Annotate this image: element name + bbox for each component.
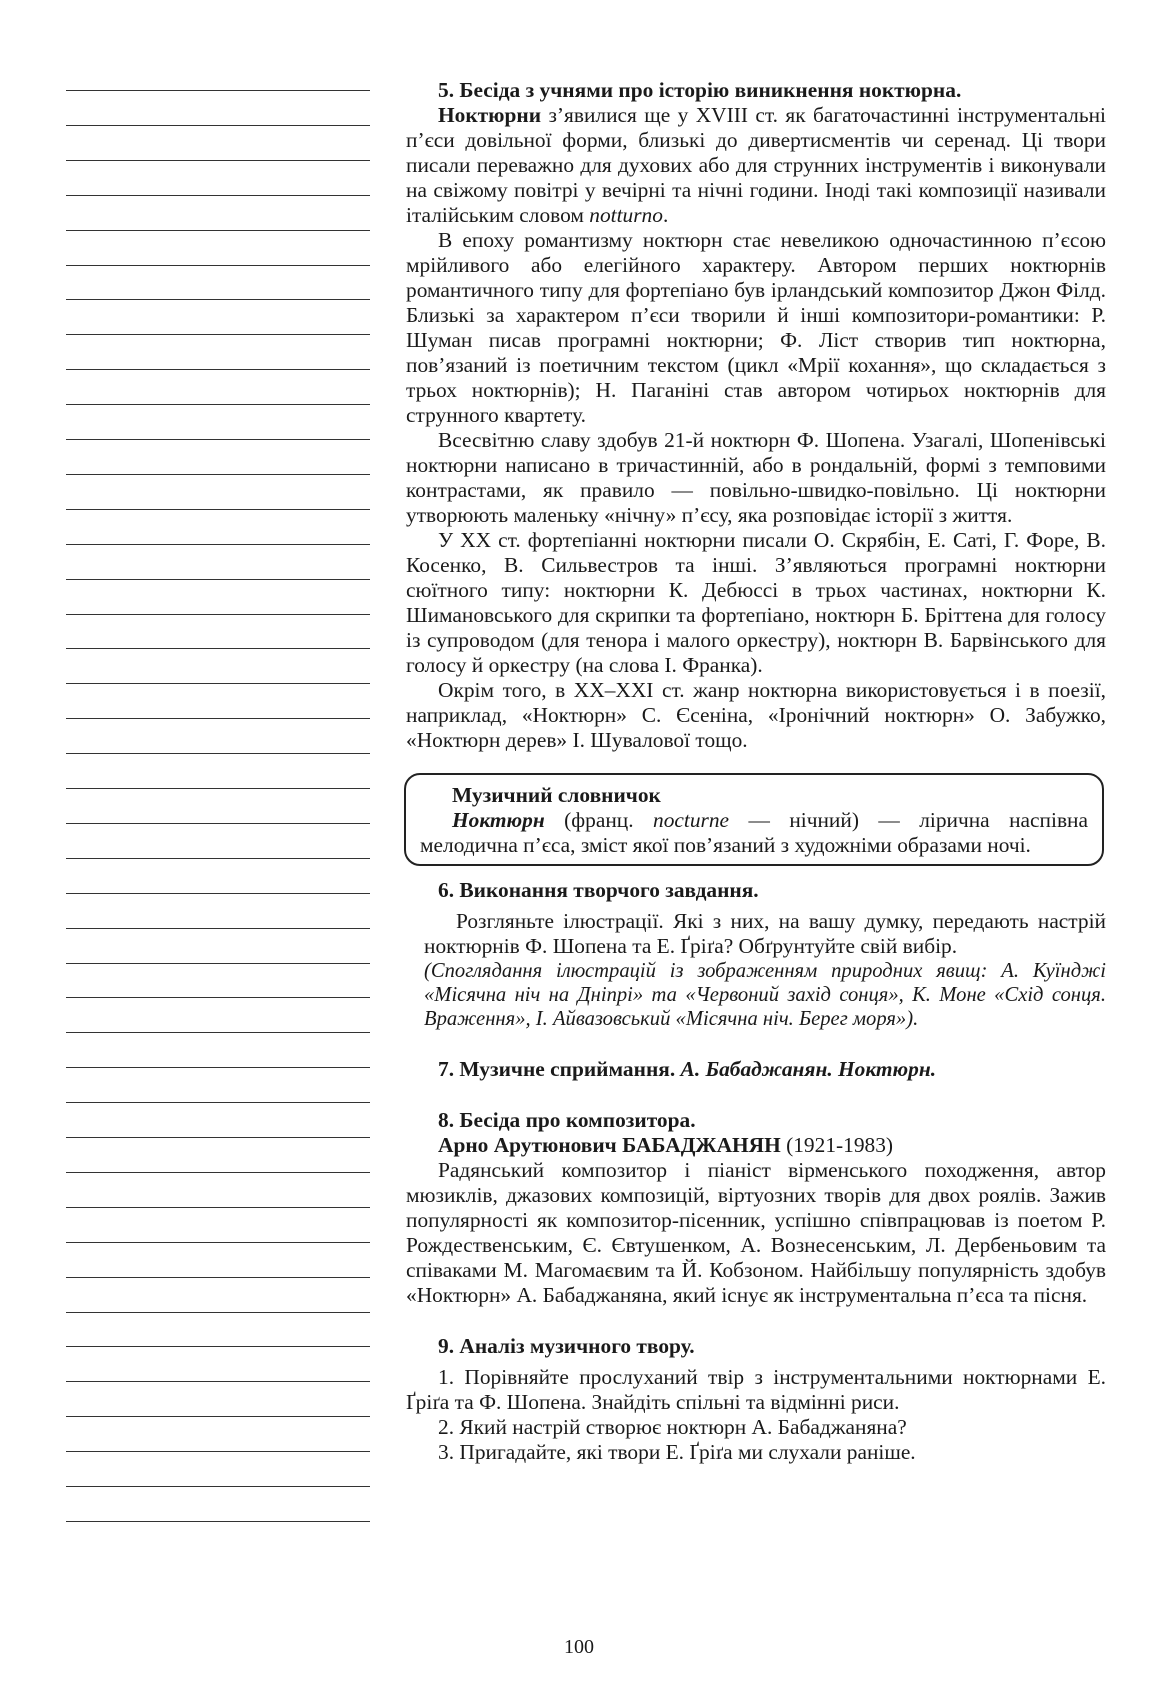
note-line [66, 1416, 370, 1417]
section-6-task [406, 909, 1106, 1031]
note-line [66, 439, 370, 440]
vocabulary-term: Ноктюрн [452, 808, 545, 832]
note-line [66, 788, 370, 789]
note-line [66, 718, 370, 719]
note-line [66, 1067, 370, 1068]
vocabulary-title: Музичний словничок [452, 783, 661, 807]
note-line [66, 334, 370, 335]
note-line [66, 1242, 370, 1243]
p1-text-a: з’явилися ще у XVIII ст. як багаточастинні інструментальні п’єси довільної форми, близькі до дивертисментів чи серенад. Ці твори писали переважно для духових або для струнних інструментів і виконували на свіжому повітрі у вечірні та нічні години. Іноді такі композиції називали італійським словом [406, 103, 1106, 227]
vocabulary-definition [420, 808, 1088, 858]
note-line [66, 1381, 370, 1382]
section-6-heading: 6. Виконання творчого завдання. [438, 878, 759, 902]
note-line [66, 614, 370, 615]
note-line [66, 928, 370, 929]
composer-name: Арно Арутюнович БАБАДЖАНЯН [438, 1133, 781, 1157]
note-line [66, 474, 370, 475]
term-notturno: notturno [589, 203, 663, 227]
main-content [406, 78, 1106, 1465]
note-line [66, 299, 370, 300]
note-line [66, 1346, 370, 1347]
note-line [66, 230, 370, 231]
section-5-heading: 5. Бесіда з учнями про історію виникнення ноктюрна. [438, 78, 962, 102]
section-5-paragraph-5: Окрім того, в XX–XXI ст. жанр ноктюрна використовується і в поезії, наприклад, «Ноктюрн» С. Єсеніна, «Іронічний ноктюрн» О. Забужко, «Ноктюрн дерев» І. Шувалової тощо. [406, 678, 1106, 752]
composer-line [406, 1133, 1106, 1158]
section-9-heading: 9. Аналіз музичного твору. [438, 1334, 695, 1358]
note-line [66, 1451, 370, 1452]
section-7-work: А. Бабаджанян. Ноктюрн. [680, 1057, 937, 1081]
note-line [66, 1137, 370, 1138]
note-line [66, 160, 370, 161]
note-line [66, 858, 370, 859]
page-number: 100 [564, 1636, 594, 1658]
note-line [66, 404, 370, 405]
note-line [66, 90, 370, 91]
question-2: 2. Який настрій створює ноктюрн А. Бабаджаняна? [438, 1415, 907, 1439]
p1-text-b: . [662, 203, 669, 227]
section-5-paragraph-1 [406, 103, 1106, 228]
note-line [66, 369, 370, 370]
note-line [66, 1312, 370, 1313]
note-line [66, 509, 370, 510]
note-line [66, 648, 370, 649]
note-line [66, 195, 370, 196]
vocabulary-box [404, 773, 1104, 866]
note-line [66, 1277, 370, 1278]
section-5-paragraph-4: У XX ст. фортепіанні ноктюрни писали О. Скрябін, Е. Саті, Г. Форе, В. Косенко, В. Сильвестров та інші. З’являються програмні ноктюрни сюїтного типу: ноктюрни К. Дебюссі в трьох частинах, ноктюрни К. Шимановського для скрипки та фортепіано, ноктюрн Б. Бріттена для голосу із супроводом (для тенора і малого оркестру), ноктюрн В. Барвінського для голосу й оркестру (на слова І. Франка). [406, 528, 1106, 677]
vocabulary-text-b: — нічний) — лірична наспівна мелодична п’єса, зміст якої пов’язаний з художніми образами ночі. [420, 808, 1088, 857]
note-line [66, 1486, 370, 1487]
section-8-heading: 8. Бесіда про композитора. [438, 1108, 696, 1132]
question-1: 1. Порівняйте прослуханий твір з інструментальними ноктюрнами Е. Ґріґа та Ф. Шопена. Знайдіть спільні та відмінні риси. [406, 1365, 1106, 1414]
section-5-paragraph-2: В епоху романтизму ноктюрн стає невеликою одночастинною п’єсою мрійливого або елегійного характеру. Автором перших ноктюрнів романтичного типу для фортепіано був ірландський композитор Джон Філд. Близькі за характером п’єси творили й інші композитори-романтики: Р. Шуман писав програмні ноктюрни; Ф. Ліст створив тип ноктюрна, пов’язаний із поетичним текстом (цикл «Мрії кохання», що складається з трьох ноктюрнів); Н. Паганіні став автором чотирьох ноктюрнів для струнного квартету. [406, 228, 1106, 427]
question-3: 3. Пригадайте, які твори Е. Ґріґа ми слухали раніше. [438, 1440, 916, 1464]
note-line [66, 823, 370, 824]
section-8-paragraph-1: Радянський композитор і піаніст вірменського походження, автор мюзиклів, джазових композицій, віртуозних творів для двох роялів. Зажив популярності як композитор-пісенник, успішно співпрацював із поетом Р. Рождественським, Є. Євтушенком, А. Вознесенським, Л. Дербеньовим та співаками М. Магомаєвим та Й. Кобзоном. Найбільшу популярність здобув «Ноктюрн» А. Бабаджаняна, який існує як інструментальна п’єса та пісня. [406, 1158, 1106, 1307]
section-6-paragraph-1: Розгляньте ілюстрації. Які з них, на вашу думку, передають настрій ноктюрнів Ф. Шопена та Е. Ґріґа? Обґрунтуйте свій вибір. [424, 909, 1106, 958]
note-line [66, 997, 370, 998]
section-7-heading-text: 7. Музичне сприймання. [438, 1057, 681, 1081]
term-nocturnes: Ноктюрни [438, 103, 542, 127]
note-line [66, 683, 370, 684]
notes-column [66, 0, 370, 1707]
vocabulary-text-a: (франц. [544, 808, 654, 832]
note-line [66, 125, 370, 126]
vocabulary-foreign-word: nocturne [653, 808, 730, 832]
note-line [66, 963, 370, 964]
note-line [66, 753, 370, 754]
note-line [66, 1032, 370, 1033]
note-line [66, 1207, 370, 1208]
note-line [66, 1102, 370, 1103]
note-line [66, 1172, 370, 1173]
note-line [66, 265, 370, 266]
section-7-heading [406, 1057, 1106, 1082]
section-6-paragraph-2: (Споглядання ілюстрацій із зображенням природних явищ: А. Куїнджі «Місячна ніч на Дніпрі» та «Червоний захід сонця», К. Моне «Схід сонця. Враження», І. Айвазовський «Місячна ніч. Берег моря»). [424, 960, 1106, 1030]
note-line [66, 579, 370, 580]
note-line [66, 544, 370, 545]
note-line [66, 1521, 370, 1522]
note-line [66, 893, 370, 894]
section-5-paragraph-3: Всесвітню славу здобув 21-й ноктюрн Ф. Шопена. Узагалі, Шопенівські ноктюрни написано в тричастинній, або в рондальній, формі з темповими контрастами, як правило — повільно-швидко-повільно. Ці ноктюрни утворюють маленьку «нічну» п’єсу, яка розповідає історії з життя. [406, 428, 1106, 527]
composer-years: (1921-1983) [780, 1133, 894, 1157]
